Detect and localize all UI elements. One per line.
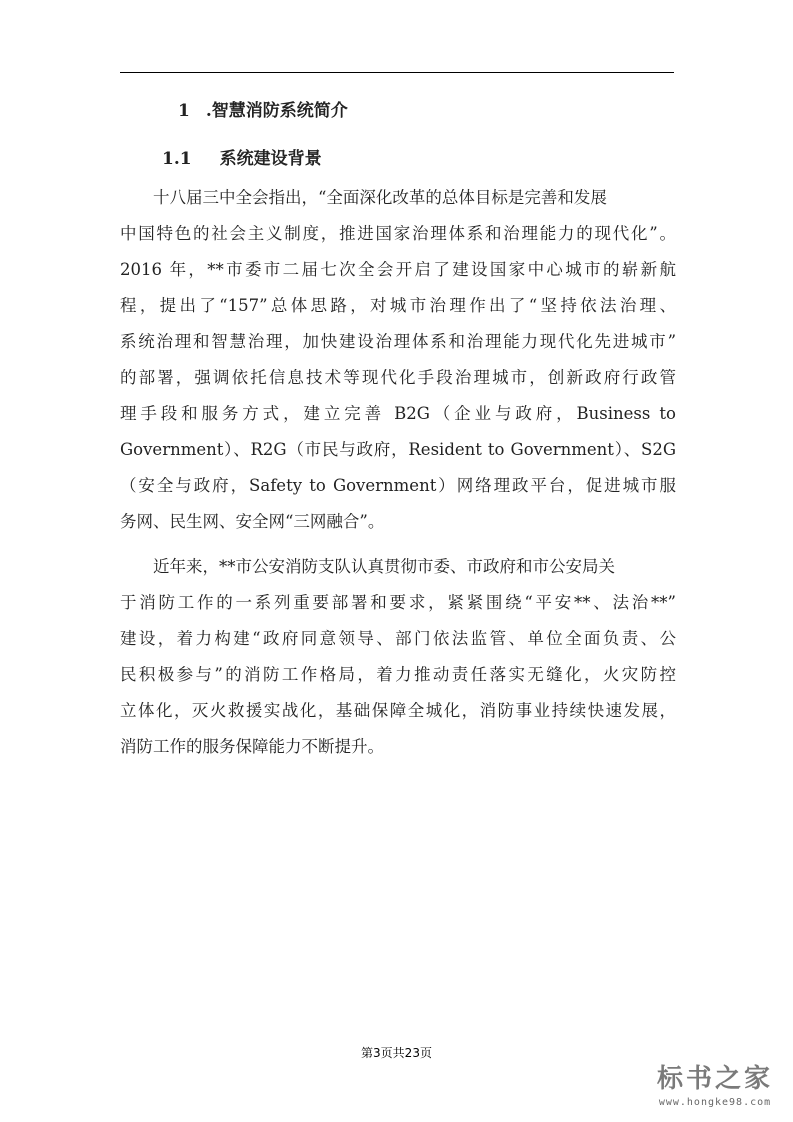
section-heading [178,96,348,121]
paragraph-line: 民积极参与”的消防工作格局，着力推动责任落实无缝化，火灾防控 [120,665,676,684]
page-number: 第3页共23页 [361,1046,432,1060]
paragraph-line: 中国特色的社会主义制度，推进国家治理体系和治理能力的现代化”。 [120,224,676,243]
paragraph-line: 近年来，**市公安消防支队认真贯彻市委、市政府和市公安局关 [153,557,615,576]
paragraph-line: 立体化，灭火救援实战化，基础保障全城化，消防事业持续快速发展， [120,701,676,720]
paragraph-line: Government）、R2G（市民与政府，Resident to Government）、S2G [120,440,676,459]
paragraph-line: 理手段和服务方式，建立完善 B2G（企业与政府，Business to [120,404,676,423]
subsection-number: 1.1 [162,149,192,169]
header-rule [120,72,674,73]
paragraph-line: 程，提出了“157”总体思路，对城市治理作出了“坚持依法治理、 [120,296,676,315]
paragraph-line: 2016 年，**市委市二届七次全会开启了建设国家中心城市的崭新航 [120,260,676,279]
paragraph-line: 系统治理和智慧治理，加快建设治理体系和治理能力现代化先进城市” [120,332,676,351]
subsection-heading [162,144,322,169]
section-number: 1 [178,101,190,121]
site-watermark [640,1058,790,1108]
watermark-url: www.hongke98.com [658,1097,772,1108]
paragraph-line: 消防工作的服务保障能力不断提升。 [120,737,384,756]
watermark-logo: 标书之家 [656,1064,773,1094]
paragraph-line: 十八届三中全会指出，“全面深化改革的总体目标是完善和发展 [153,188,607,207]
paragraph-line: （安全与政府，Safety to Government）网络理政平台，促进城市服 [120,476,676,495]
paragraph-line: 于消防工作的一系列重要部署和要求，紧紧围绕“平安**、法治**” [120,593,676,612]
subsection-title: 系统建设背景 [219,149,322,169]
paragraph-line: 建设，着力构建“政府同意领导、部门依法监管、单位全面负责、公 [120,629,676,648]
section-title: .智慧消防系统简介 [205,101,348,121]
paragraph-line: 务网、民生网、安全网“三网融合”。 [120,512,385,531]
paragraph-line: 的部署，强调依托信息技术等现代化手段治理城市，创新政府行政管 [120,368,676,387]
